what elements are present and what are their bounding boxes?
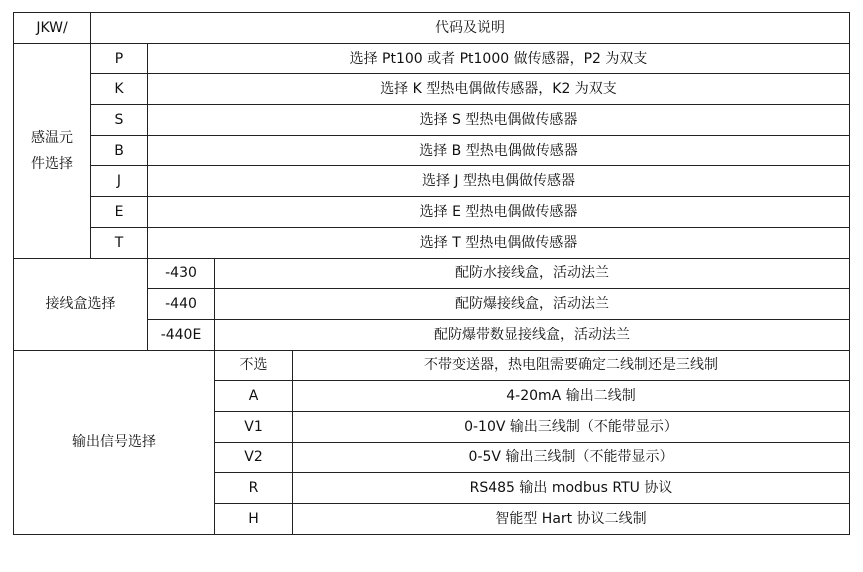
description-cell: 配防水接线盒，活动法兰 — [215, 258, 850, 289]
description-cell: 0-5V 输出三线制（不能带显示） — [293, 442, 850, 473]
code-cell: J — [91, 166, 148, 197]
code-cell: S — [91, 105, 148, 136]
sensor-row — [14, 135, 850, 166]
description-cell: RS485 输出 modbus RTU 协议 — [293, 473, 850, 504]
description-cell: 选择 T 型热电偶做传感器 — [148, 227, 850, 258]
code-cell: V2 — [215, 442, 293, 473]
header-row — [14, 13, 850, 44]
code-cell: V1 — [215, 411, 293, 442]
code-cell: B — [91, 135, 148, 166]
code-cell: 不选 — [215, 350, 293, 381]
sensor-row — [14, 197, 850, 228]
description-cell: 选择 Pt100 或者 Pt1000 做传感器，P2 为双支 — [148, 43, 850, 74]
code-cell: H — [215, 504, 293, 535]
model-code-table — [13, 12, 850, 535]
description-cell: 4-20mA 输出二线制 — [293, 381, 850, 412]
code-cell: P — [91, 43, 148, 74]
description-cell: 选择 B 型热电偶做传感器 — [148, 135, 850, 166]
table-title-cell: 代码及说明 — [91, 13, 850, 44]
code-cell: E — [91, 197, 148, 228]
code-cell: A — [215, 381, 293, 412]
description-cell: 配防爆接线盒，活动法兰 — [215, 289, 850, 320]
description-cell: 配防爆带数显接线盒，活动法兰 — [215, 319, 850, 350]
sensor-label-line2: 件选择 — [31, 155, 73, 172]
junction-row — [14, 258, 850, 289]
code-cell: -440 — [148, 289, 215, 320]
sensor-row — [14, 166, 850, 197]
description-cell: 选择 E 型热电偶做传感器 — [148, 197, 850, 228]
description-cell: 0-10V 输出三线制（不能带显示） — [293, 411, 850, 442]
sensor-label-line1: 感温元 — [31, 129, 73, 146]
description-cell: 选择 J 型热电偶做传感器 — [148, 166, 850, 197]
code-cell: -440E — [148, 319, 215, 350]
output-section-label: 输出信号选择 — [14, 350, 215, 534]
spec-table-container — [13, 12, 850, 535]
output-row — [14, 350, 850, 381]
description-cell: 选择 K 型热电偶做传感器，K2 为双支 — [148, 74, 850, 105]
sensor-row — [14, 74, 850, 105]
code-cell: K — [91, 74, 148, 105]
description-cell: 智能型 Hart 协议二线制 — [293, 504, 850, 535]
code-cell: R — [215, 473, 293, 504]
description-cell: 选择 S 型热电偶做传感器 — [148, 105, 850, 136]
description-cell: 不带变送器，热电阻需要确定二线制还是三线制 — [293, 350, 850, 381]
sensor-section-label — [14, 43, 91, 258]
junction-section-label: 接线盒选择 — [14, 258, 148, 350]
code-cell: -430 — [148, 258, 215, 289]
model-prefix-cell: JKW/ — [14, 13, 91, 44]
sensor-row — [14, 227, 850, 258]
code-cell: T — [91, 227, 148, 258]
sensor-row — [14, 43, 850, 74]
sensor-row — [14, 105, 850, 136]
